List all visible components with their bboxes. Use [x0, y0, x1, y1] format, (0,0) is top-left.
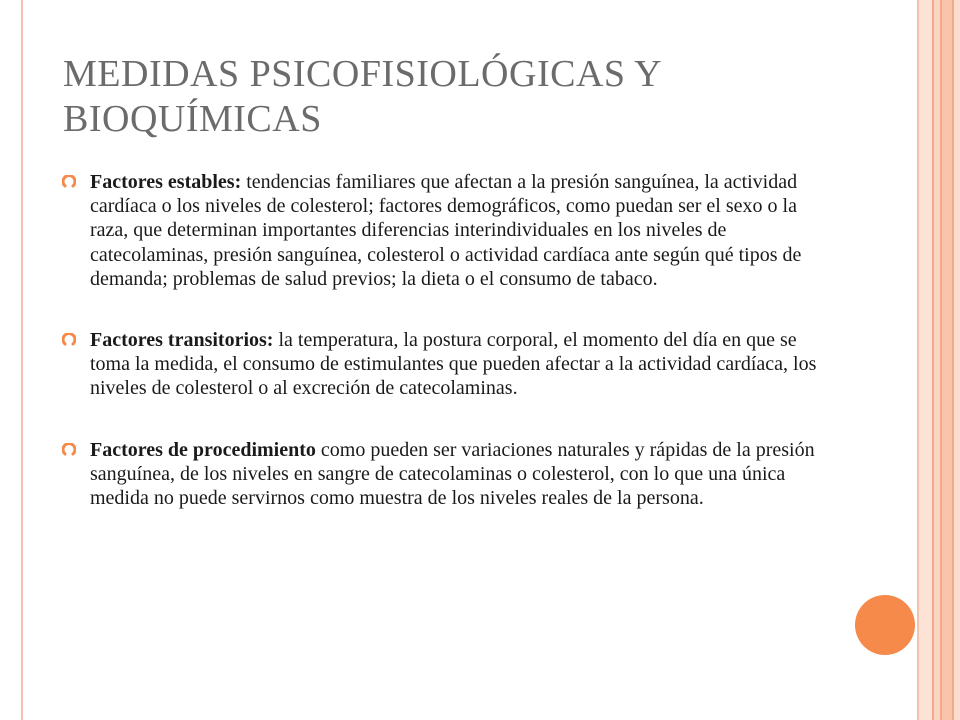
- bullet-item-factores-estables: [62, 170, 824, 291]
- bullet-term: Factores estables:: [90, 171, 242, 193]
- orange-arc-icon: [62, 175, 76, 189]
- decorative-circle: [855, 595, 915, 655]
- title-line-1: MEDIDAS PSICOFISIOLÓGICAS Y: [63, 53, 663, 95]
- stripe: [954, 0, 960, 720]
- bullet-text: como pueden ser variaciones naturales y rápidas de la presión sanguínea, de los niveles en sangre de catecolaminas o colesterol, con lo que una única medida no puede servirnos como muestra de los niveles reales de la persona.: [90, 438, 815, 510]
- bullet-term: Factores de procedimiento: [90, 438, 316, 461]
- bullet-item-factores-transitorios: [62, 328, 824, 401]
- decorative-stripes: [919, 0, 960, 720]
- bullet-item-factores-procedimiento: [62, 438, 824, 511]
- bullet-text: tendencias familiares que afectan a la presión sanguínea, la actividad cardíaca o los niveles de colesterol; factores demográficos, como puedan ser el sexo o la raza, que determinan importantes diferencias interindividuales en los niveles de catecolaminas, presión sanguínea, colesterol o actividad cardíaca ante según qué tipos de demanda; problemas de salud previos; la dieta o el consumo de tabaco.: [90, 171, 802, 290]
- orange-arc-icon: [62, 333, 76, 347]
- orange-arc-icon: [62, 443, 76, 457]
- slide-title: [63, 52, 883, 142]
- bullet-term: Factores transitorios:: [90, 329, 274, 352]
- bullet-list: [62, 170, 824, 510]
- stripe: [919, 0, 932, 720]
- title-line-2: BIOQUÍMICAS: [63, 98, 322, 140]
- stripe: [942, 0, 952, 720]
- bullet-text: la temperatura, la postura corporal, el momento del día en que se toma la medida, el consumo de estimulantes que pueden afectar a la actividad cardíaca, los niveles de colesterol o al excreción de catecolaminas.: [90, 329, 817, 400]
